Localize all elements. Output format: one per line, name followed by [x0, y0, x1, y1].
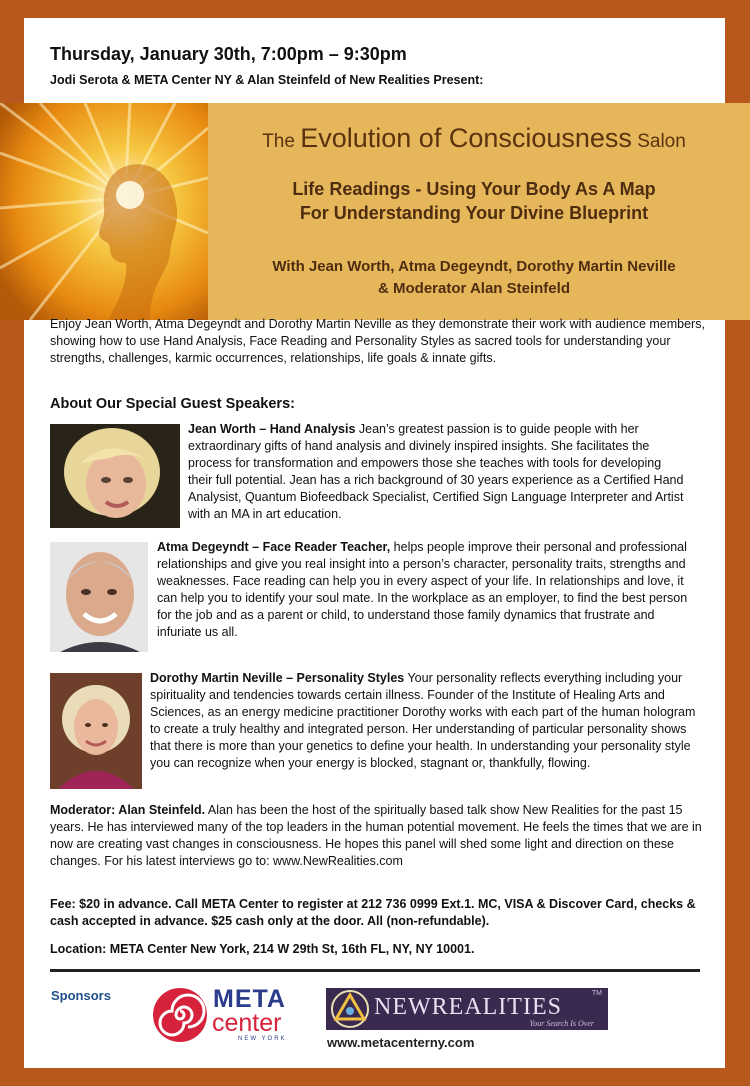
flyer-page — [24, 18, 725, 1068]
trademark-mark: TM — [591, 990, 602, 997]
subtitle-line-1: Life Readings - Using Your Body As A Map — [292, 179, 656, 199]
moderator-bio-text: Alan has been the host of the spiritually based talk show New Realities for the past 15 years. He has interviewed many of the top leaders in the human potential movement. He feels the times that we are in now are creating vast changes in consciousness. He hopes this panel will shed some light and direction on these changes. For his latest interviews go to: www.NewRealities.com — [50, 803, 702, 868]
speaker-bio-dorothy-martin-neville — [150, 670, 700, 772]
speaker-bio-text: helps people improve their personal and professional relationships and give you real insight into a person’s character, personality traits, strengths and weaknesses. Face reading can help you in every aspect of your life. In relationships and love, it can help you to identify your soul mate. In the workplace as an employer, to find the best person for the job and as a parent or child, to understand those family dynamics that frustrate and infuriate us all. — [157, 540, 688, 639]
salon-title — [205, 123, 743, 154]
speaker-name: Jean Worth – Hand Analysis — [188, 422, 356, 436]
radiant-head-image — [0, 103, 208, 320]
location-info: Location: META Center New York, 214 W 29th St, 16th FL, NY, NY 10001. — [50, 942, 475, 956]
spiral-icon — [150, 985, 210, 1045]
featuring-line-2: & Moderator Alan Steinfeld — [378, 280, 570, 297]
fee-info: Fee: $20 in advance. Call META Center to register at 212 736 0999 Ext.1. MC, VISA & Discover Card, checks & cash accepted in advance. $25 cash only at the door. All (non-refundable). — [50, 897, 696, 928]
jean-worth-photo — [50, 424, 180, 528]
event-date: Thursday, January 30th, 7:00pm – 9:30pm — [50, 44, 407, 64]
presenters-line: Jodi Serota & META Center NY & Alan Steinfeld of New Realities Present: — [50, 73, 484, 87]
website-link[interactable]: www.metacenterny.com — [327, 1035, 475, 1050]
featuring-line-1: With Jean Worth, Atma Degeyndt, Dorothy Martin Neville — [272, 258, 676, 275]
speaker-bio-text: Your personality reflects everything including your spirituality and tendencies towards certain illness. Founder of the Institute of Healing Arts and Sciences, as an energy medicine practitioner Dorothy works with each part of the human hologram to create a truly healthy and integrated person. Her understanding of particular personality shows that there is more than your genetics to define your health. In understanding your personality style you can recognize when your energy is blocked, stagnant or, thankfully, flowing. — [150, 671, 696, 770]
atma-degeyndt-photo — [50, 542, 148, 652]
new-realities-tagline: Your Search Is Over — [529, 1019, 594, 1028]
new-realities-wordmark: NEWREALITIES — [374, 994, 562, 1020]
center-wordmark: center — [212, 1009, 282, 1037]
title-main: Evolution of Consciousness — [300, 123, 632, 153]
featuring-speakers — [205, 256, 743, 300]
moderator-bio — [50, 802, 712, 870]
title-banner — [0, 103, 750, 320]
dorothy-martin-neville-photo — [50, 673, 142, 789]
speaker-name: Dorothy Martin Neville – Personality Styles — [150, 671, 405, 685]
event-subtitle — [205, 177, 743, 225]
meta-wordmark: META — [213, 985, 286, 1013]
speaker-bio-text: Jean’s greatest passion is to guide people with her extraordinary gifts of hand analysis and divinely inspired insights. She facilitates the process for transformation and empowers those she teaches with tools for developing their full potential. Jean has a rich background of 30 years experience as a Certified Hand Analysist, Quantum Biofeedback Specialist, Certified Sign Language Interpreter and Artist with an MA in art education. — [188, 422, 684, 521]
title-prefix: The — [262, 131, 301, 152]
speaker-bio-atma-degeyndt — [157, 539, 697, 641]
about-heading: About Our Special Guest Speakers: — [50, 396, 295, 412]
speaker-name: Atma Degeyndt – Face Reader Teacher, — [157, 540, 391, 554]
new-york-wordmark: NEW YORK — [238, 1036, 287, 1042]
title-suffix: Salon — [631, 131, 686, 152]
sponsors-label: Sponsors — [51, 988, 111, 1003]
subtitle-line-2: For Understanding Your Divine Blueprint — [299, 203, 649, 223]
divider — [50, 969, 700, 972]
triangle-eye-icon — [330, 989, 370, 1029]
speaker-bio-jean-worth — [188, 421, 688, 523]
intro-paragraph: Enjoy Jean Worth, Atma Degeyndt and Dorothy Martin Neville as they demonstrate their work with audience members, showing how to use Hand Analysis, Face Reading and Personality Styles as sacred tools for understanding your strengths, challenges, karmic occurrences, relationships, life goals & innate gifts. — [50, 317, 705, 365]
meta-center-logo — [150, 985, 300, 1045]
new-realities-logo — [326, 988, 608, 1030]
moderator-label: Moderator: Alan Steinfeld. — [50, 803, 206, 817]
